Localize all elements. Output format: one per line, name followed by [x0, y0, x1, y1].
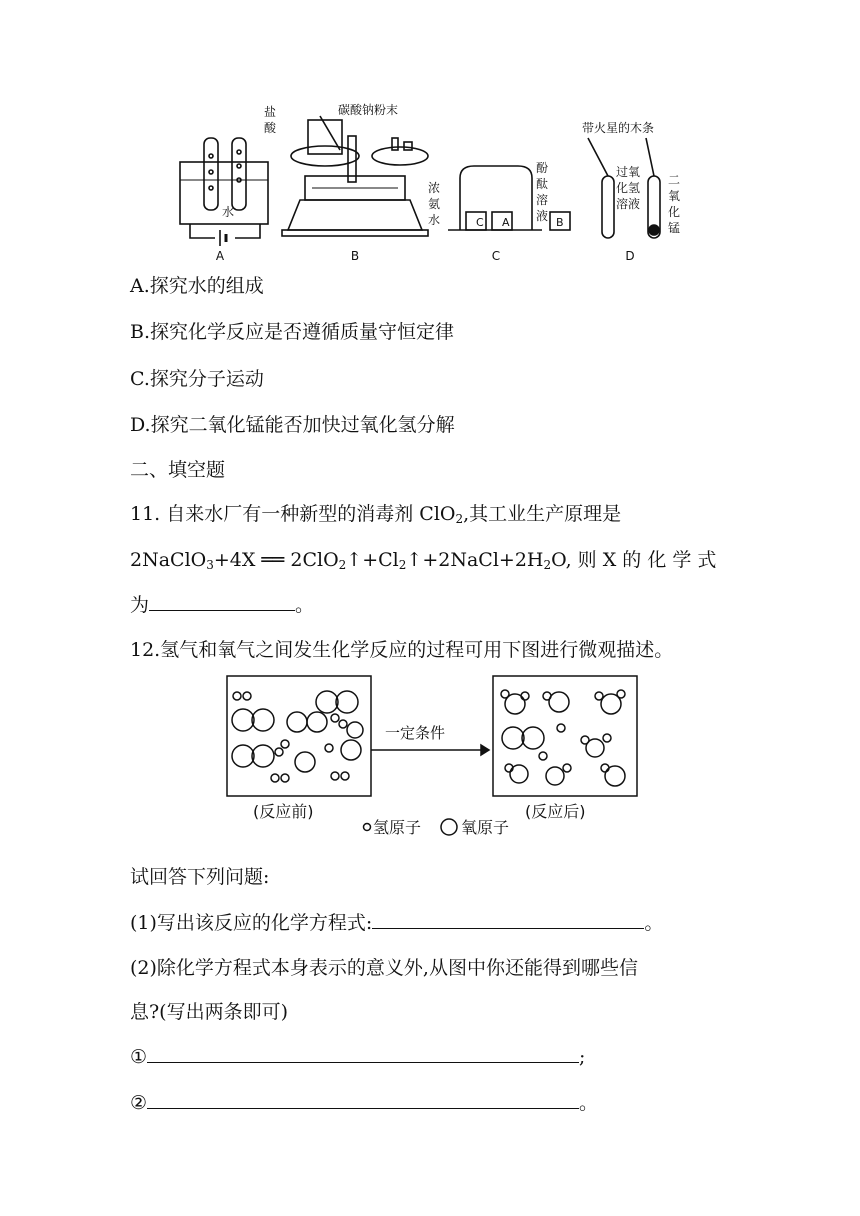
legend-oxygen-label: 氧原子: [461, 818, 510, 837]
q12-sub1-blank[interactable]: [372, 908, 644, 929]
panel-label-b: B: [350, 249, 360, 263]
q11-line1: 11. 自来水厂有一种新型的消毒剂 ClO$_2$,其工业生产原理是: [130, 503, 622, 526]
panel-label-d: D: [625, 249, 635, 263]
arrow-label: 一定条件: [385, 724, 446, 742]
q11-equation: 2NaClO$_3$+4X ══ $2ClO_2↑+Cl_2↑+2NaCl+2H_2O$, 则 X 的 化 学 式: [130, 549, 717, 572]
q12-answer-1: ① ;: [130, 1042, 585, 1068]
q12-stem: 12.氢气和氧气之间发生化学反应的过程可用下图进行微观描述。: [130, 639, 674, 661]
q12-answer-1-blank[interactable]: [147, 1042, 579, 1063]
after-label: (反应后): [525, 802, 586, 821]
q12-prompt: 试回答下列问题:: [130, 866, 270, 888]
arrow-head: [481, 745, 489, 755]
apparatus-figure: [170, 100, 690, 270]
q12-sub2-line2: 息?(写出两条即可): [130, 1001, 289, 1023]
label-splint: 带火星的木条: [582, 121, 655, 135]
q11-answer-blank[interactable]: [149, 590, 295, 611]
label-hcl: 盐酸: [264, 105, 277, 135]
option-d: D.探究二氧化锰能否加快过氧化氢分解: [130, 414, 455, 436]
apparatus-b-balance: [282, 116, 428, 236]
q12-answer-2: ② 。: [130, 1088, 598, 1115]
panel-label-c: C: [491, 249, 501, 263]
option-c: C.探究分子运动: [130, 368, 264, 390]
label-mno2: 二氧化锰: [668, 173, 681, 235]
label-phenolphthalein: 酚酞溶液: [536, 161, 549, 223]
option-b: B.探究化学反应是否遵循质量守恒定律: [130, 321, 455, 343]
section-title: 二、填空题: [130, 459, 226, 481]
label-water: 水: [222, 205, 235, 219]
beaker-c-label: C: [476, 216, 484, 229]
beaker-a-label: A: [502, 216, 510, 229]
label-ammonia: 浓氨水: [428, 181, 441, 227]
apparatus-a-electrolysis: [180, 138, 268, 246]
q12-sub2-line1: (2)除化学方程式本身表示的意义外,从图中你还能得到哪些信: [130, 957, 638, 979]
q12-answer-2-blank[interactable]: [147, 1088, 579, 1109]
legend-hydrogen-label: 氢原子: [373, 818, 422, 837]
reaction-diagram: [225, 674, 645, 842]
panel-label-a: A: [215, 249, 225, 263]
q11-answer-line: 为 。: [130, 590, 314, 617]
before-label: (反应前): [253, 802, 314, 821]
option-a: A.探究水的组成: [130, 275, 264, 297]
q12-sub1: (1)写出该反应的化学方程式: 。: [130, 908, 663, 935]
label-na2co3: 碳酸钠粉末: [338, 103, 399, 117]
label-h2o2: 过氧化氢溶液: [616, 165, 641, 211]
beaker-b-label: B: [556, 216, 564, 229]
